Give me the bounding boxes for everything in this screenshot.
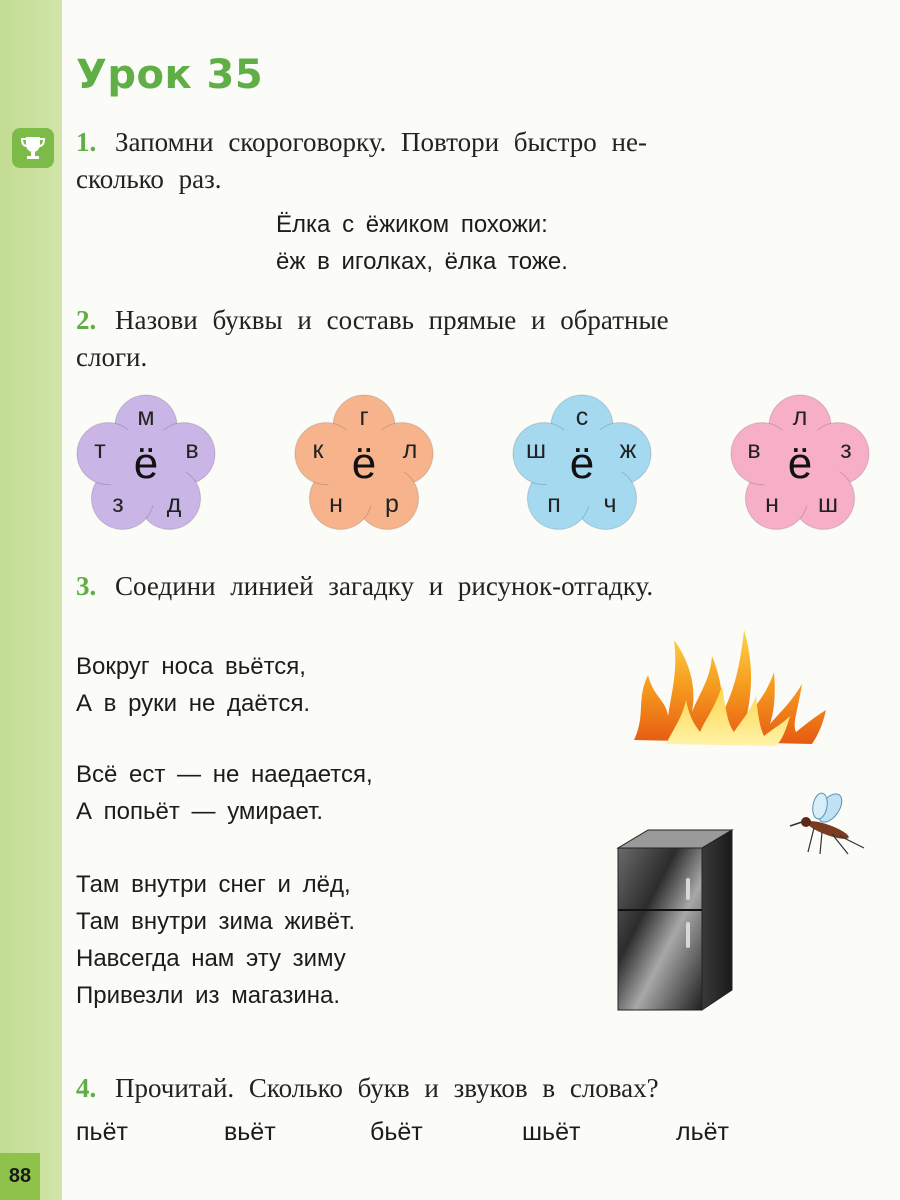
letter-flower [72,392,220,540]
petal-letter: н [765,490,779,518]
task-1-text-line2: сколько раз. [76,164,222,194]
petal-letter: ш [525,436,547,464]
task-1-instruction [76,124,870,198]
task-2-number: 2. [76,305,97,335]
petal-letter: ч [603,490,617,518]
tongue-twister [276,206,568,280]
riddle-line: Всё ест — не наедается, [76,761,373,788]
letter-flower [508,392,656,540]
task-2-text-line1: Назови буквы и составь прямые и обратные [115,305,669,335]
petal-letter: р [385,490,399,518]
riddle-2 [76,756,373,830]
petal-letter: з [840,436,852,464]
petal-letter: л [792,403,808,431]
riddle-line: Вокруг носа вьётся, [76,653,306,680]
center-letter: ё [351,439,377,488]
task-3-instruction [76,568,870,605]
page-number: 88 [0,1153,40,1200]
mosquito-picture[interactable] [786,790,866,861]
petal-letter: в [747,436,761,464]
petal-letter: п [547,490,561,518]
task-2-instruction [76,302,870,376]
riddle-line: Там внутри снег и лёд, [76,871,351,898]
task-4-instruction [76,1070,870,1107]
task-4-text: Прочитай. Сколько букв и звуков в словах? [115,1073,659,1103]
word-item: вьёт [224,1118,276,1146]
letter-flower [290,392,438,540]
fire-picture[interactable] [626,620,832,755]
word-item: пьёт [76,1118,128,1146]
petal-letter: з [112,490,124,518]
petal-letter: д [166,490,182,518]
riddle-3 [76,866,355,1014]
word-item: шьёт [522,1118,581,1146]
riddle-line: А попьёт — умирает. [76,798,324,825]
task-4-number: 4. [76,1073,97,1103]
task-2-text-line2: слоги. [76,342,148,372]
petal-letter: к [312,436,324,464]
tongue-twister-line: ёж в иголках, ёлка тоже. [276,248,568,275]
petal-letter: т [94,436,106,464]
task-3-number: 3. [76,571,97,601]
petal-letter: м [137,403,155,431]
refrigerator-picture[interactable] [610,826,740,1019]
letter-flower [726,392,874,540]
petal-letter: ж [619,436,637,464]
center-letter: ё [569,439,595,488]
task-1-number: 1. [76,127,97,157]
riddle-line: Навсегда нам эту зиму [76,945,346,972]
trophy-icon [12,128,54,168]
petal-letter: г [359,403,369,431]
word-item: льёт [676,1118,729,1146]
petal-letter: н [329,490,343,518]
tongue-twister-line: Ёлка с ёжиком похожи: [276,211,548,238]
riddle-1 [76,648,310,722]
riddle-line: Там внутри зима живёт. [76,908,355,935]
center-letter: ё [133,439,159,488]
petal-letter: в [185,436,199,464]
side-strip [0,0,62,1200]
center-letter: ё [787,439,813,488]
riddle-line: Привезли из магазина. [76,982,341,1009]
lesson-title: Урок 35 [76,52,264,98]
petal-letter: с [575,403,589,431]
word-item: бьёт [370,1118,423,1146]
riddle-line: А в руки не даётся. [76,690,311,717]
task-3-text: Соедини линией загадку и рисунок-отгадку. [115,571,654,601]
word-list [76,1118,756,1154]
task-1-text-line1: Запомни скороговорку. Повтори быстро не- [115,127,647,157]
petal-letter: ш [817,490,839,518]
petal-letter: л [402,436,418,464]
